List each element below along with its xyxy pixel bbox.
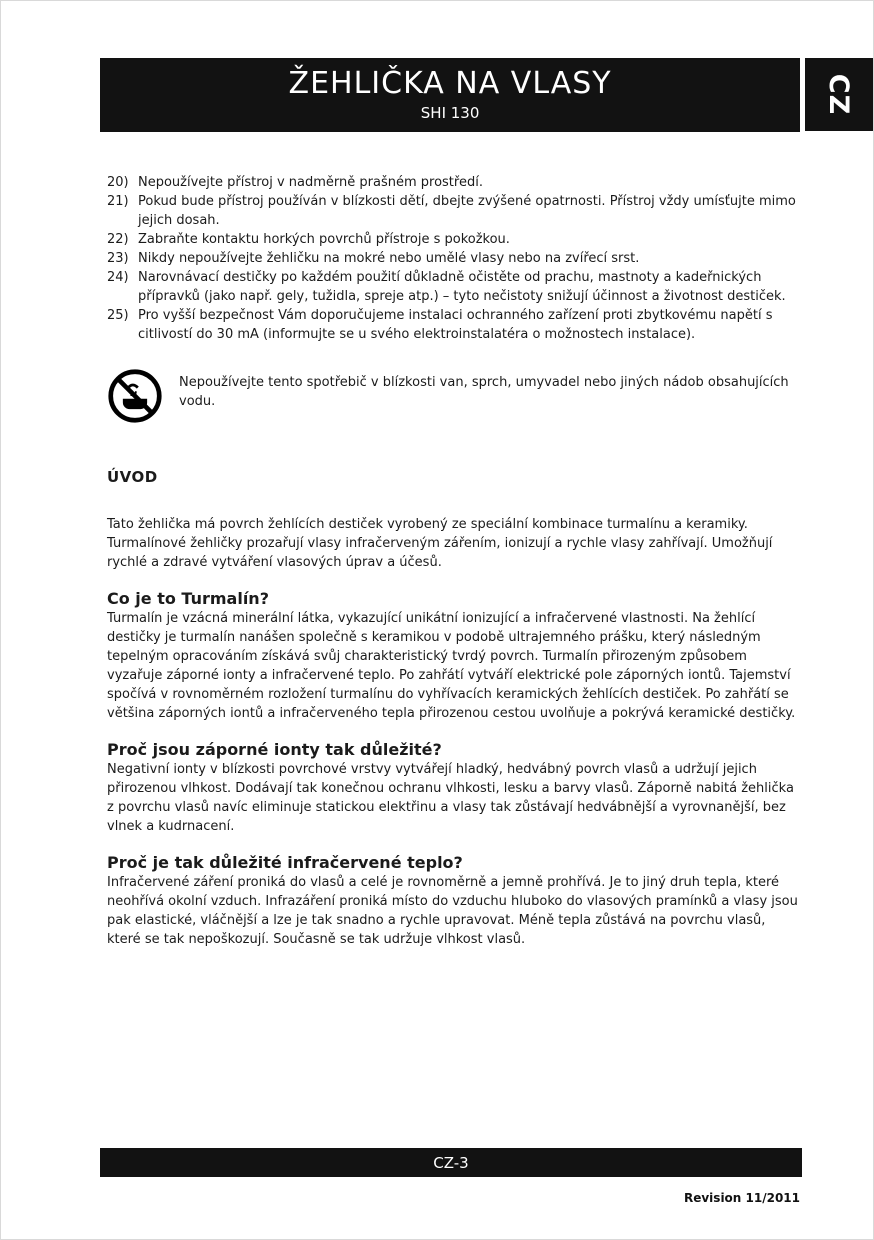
list-item (107, 192, 803, 230)
header (100, 58, 873, 132)
no-bath-prohibition-icon (107, 368, 163, 430)
list-item-number: 24) (107, 270, 129, 285)
list-item-number: 25) (107, 308, 129, 323)
section-heading-teplo: Proč je tak důležité infračervené teplo? (107, 853, 463, 872)
list-item-number: 22) (107, 232, 129, 247)
list-item (107, 173, 803, 192)
list-item-text: Zabraňte kontaktu horkých povrchů přístroje s pokožkou. (138, 232, 510, 247)
list-item (107, 230, 803, 249)
list-item-text: Nepoužívejte přístroj v nadměrně prašném prostředí. (138, 175, 483, 190)
section-body-ionty: Negativní ionty v blízkosti povrchové vrstvy vytvářejí hladký, hedvábný povrch vlasů a udržují jejich přirozenou vlhkost. Dodávají tak konečnou ochranu vlhkosti, lesku a barvy vlasů. Záporně nabitá žehlička z povrchu vlasů navíc eliminuje statickou elektřinu a vlasy tak zůstávají hedvábnější a vyrovnanější, bez vlnek a kudrnacení. (107, 762, 794, 834)
section-heading-uvod: ÚVOD (107, 468, 158, 486)
revision-label: Revision 11/2011 (683, 1191, 800, 1205)
water-warning-text: Nepoužívejte tento spotřebič v blízkosti van, sprch, umyvadel nebo jiných nádob obsahujících vodu. (179, 375, 789, 409)
document-content (107, 173, 803, 949)
section-heading-ionty: Proč jsou záporné ionty tak důležité? (107, 740, 442, 759)
section-body-teplo: Infračervené záření proniká do vlasů a celé je rovnoměrně a jemně prohřívá. Je to jiný druh tepla, které neohřívá okolní vzduch. Infrazáření proniká místo do vzduchu hluboko do vlasových pramínků a vlasy jsou pak elastické, vláčnější a lze je tak snadno a rychle upravovat. Méně tepla zůstává na povrchu vlasů, které se tak nepoškozují. Současně se tak udržuje vlhkost vlasů. (107, 875, 798, 947)
model-number: SHI 130 (420, 104, 480, 122)
list-item-text: Narovnávací destičky po každém použití důkladně očistěte od prachu, mastnoty a kadeřnických přípravků (jako např. gely, tužidla, spreje atp.) – tyto nečistoty snižují účinnost a životnost destiček. (138, 270, 786, 304)
list-item (107, 306, 803, 344)
list-item-number: 23) (107, 251, 129, 266)
list-item-text: Pokud bude přístroj používán v blízkosti dětí, dbejte zvýšené opatrnosti. Přístroj vždy umísťujte mimo jejich dosah. (138, 194, 796, 228)
list-item-number: 21) (107, 194, 129, 209)
section-body-turmalin: Turmalín je vzácná minerální látka, vykazující unikátní ionizující a infračervené vlastnosti. Na žehlící destičky je turmalín nanášen společně s keramikou v podobě ultrajemného prášku, který následným tepelným opracováním získává svůj charakteristický tvrdý povrch. Turmalín přirozeným způsobem vyzařuje záporné ionty a infračervené teplo. Po zahřátí vytváří elektrické pole záporných iontů. Tajemství spočívá v rovnoměrném rozložení turmalínu do vyhřívacích keramických žehlících destiček. Po zahřátí se většina záporných iontů a infračerveného tepla přirozenou cestou uvolňuje a pokrývá keramické destičky. (107, 611, 796, 721)
footer-page-bar (100, 1148, 802, 1177)
header-title-bar (100, 58, 800, 132)
water-warning-block (107, 368, 803, 430)
language-tab-label: CZ (823, 73, 855, 116)
list-item-text: Pro vyšší bezpečnost Vám doporučujeme instalaci ochranného zařízení proti zbytkovému napětí s citlivostí do 30 mA (informujte se u svého elektroinstalatéra o možnostech instalace). (138, 308, 773, 342)
list-item-number: 20) (107, 175, 129, 190)
section-heading-turmalin: Co je to Turmalín? (107, 589, 269, 608)
language-tab-cz (805, 58, 873, 131)
list-item-text: Nikdy nepoužívejte žehličku na mokré nebo umělé vlasy nebo na zvířecí srst. (138, 251, 640, 266)
list-item (107, 268, 803, 306)
numbered-instruction-list (107, 173, 803, 344)
footer-page-label: CZ-3 (433, 1153, 469, 1172)
page-title: ŽEHLIČKA NA VLASY (288, 66, 612, 101)
section-body-uvod: Tato žehlička má povrch žehlících destiček vyrobený ze speciální kombinace turmalínu a keramiky. Turmalínové žehličky prozařují vlasy infračerveným zářením, ionizují a rychle vlasy zahřívají. Umožňují rychlé a zdravé vytváření vlasových úprav a účesů. (107, 517, 773, 570)
list-item (107, 249, 803, 268)
